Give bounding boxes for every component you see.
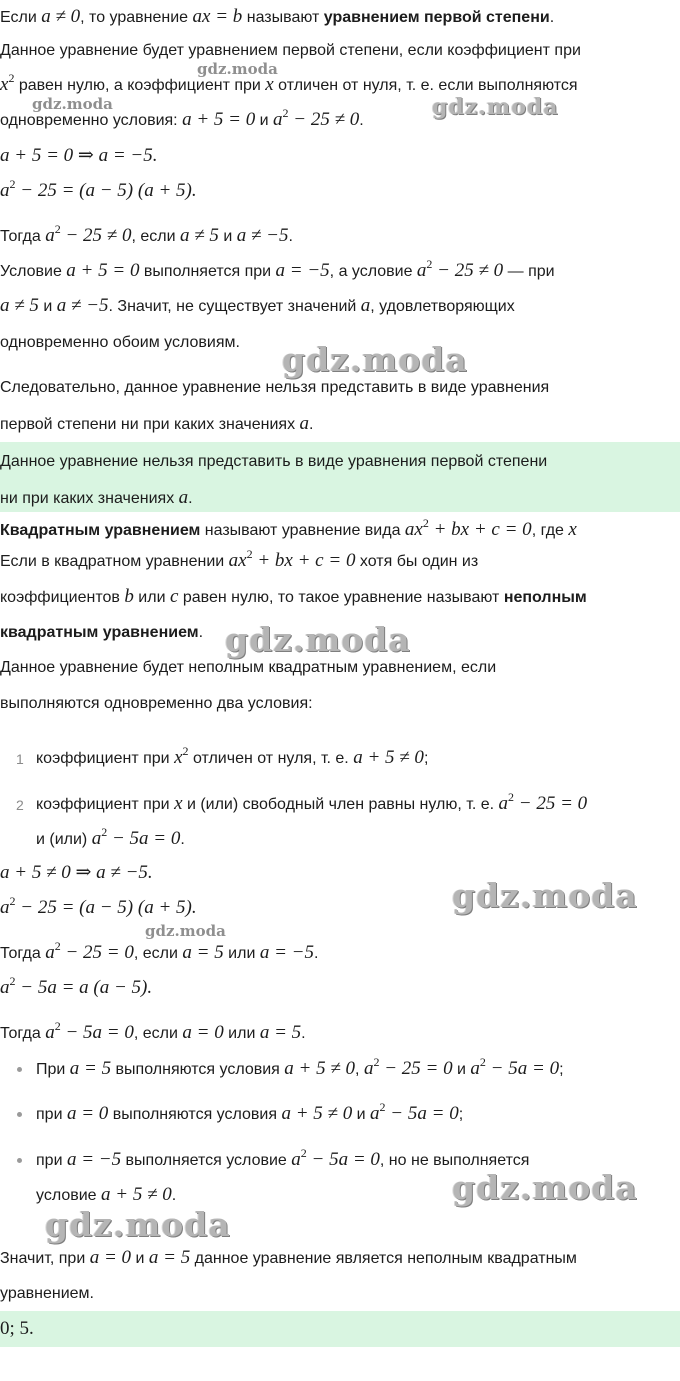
- conclusion-line-1: Следовательно, данное уравнение нельзя представить в виде уравнения: [0, 379, 550, 396]
- intro-line-4: одновременно условия: a + 5 = 0 и $a^2 - 25 \ne 0$.: [0, 106, 364, 130]
- incomplete-def-line-2: коэффициентов b или c равен нулю, то такое уравнение называют неполным: [0, 586, 587, 607]
- answer-1-line-1: Данное уравнение нельзя представить в виде уравнения первой степени: [0, 453, 548, 470]
- list-item-2-line-2: и (или) $a^2 - 5a = 0$.: [36, 825, 185, 849]
- term-incomplete: неполным: [503, 589, 587, 606]
- bullet-item-2: при a = 0 выполняются условия a + 5 ≠ 0 и $a^2 - 5a = 0$;: [36, 1100, 464, 1124]
- condition-line-3: одновременно обоим условиям.: [0, 334, 240, 351]
- bullet-item-1: При a = 5 выполняются условия a + 5 ≠ 0, $a^2 - 25 = 0$ и $a^2 - 5a = 0$;: [36, 1055, 564, 1079]
- condition-line-2: a ≠ 5 и a ≠ −5. Значит, не существует значений a, удовлетворяющих: [0, 295, 515, 316]
- watermark-3: gdz.moda: [432, 94, 559, 120]
- answer-1-line-2: ни при каких значениях a.: [0, 487, 193, 508]
- watermark-8: gdz.moda: [452, 1168, 638, 1207]
- final-line-2: уравнением.: [0, 1285, 94, 1302]
- bullet-item-3-line-2: условие a + 5 ≠ 0.: [36, 1184, 177, 1205]
- condition-line-1: Условие a + 5 = 0 выполняется при a = −5, а условие $a^2 - 25 \ne 0$ — при: [0, 257, 555, 281]
- equation-5: $a^2 - 5a = a$ (a − 5).: [0, 974, 153, 998]
- list-item-1: коэффициент при $x^2$ отличен от нуля, т. е. a + 5 ≠ 0;: [36, 744, 429, 768]
- equation-4: $a^2 - 25 = (a - 5) (a + 5)$.: [0, 894, 197, 918]
- then-line-3: Тогда $a^2 - 5a = 0$, если a = 0 или a = 5.: [0, 1019, 306, 1043]
- answer-box-2: [0, 1311, 680, 1347]
- watermark-6: gdz.moda: [452, 876, 638, 915]
- incomplete-def-line-1: Если в квадратном уравнении $ax^2$ + bx + c = 0 хотя бы один из: [0, 547, 479, 571]
- term-quadratic: Квадратным уравнением: [0, 522, 201, 539]
- bullet-dot-1: [17, 1067, 22, 1072]
- watermark-7: gdz.moda: [145, 922, 226, 940]
- watermark-2: gdz.moda: [32, 95, 113, 113]
- intro-line-3: $x^2$ равен нулю, а коэффициент при x отличен от нуля, т. е. если выполняются: [0, 71, 578, 95]
- conclusion-line-2: первой степени ни при каких значениях a.: [0, 413, 314, 434]
- list-number-2: 2: [16, 797, 24, 813]
- bullet-dot-3: [17, 1158, 22, 1163]
- incomplete-def-line-3: квадратным уравнением.: [0, 624, 204, 641]
- watermark-1: gdz.moda: [197, 60, 278, 78]
- term-incomplete-quadratic: квадратным уравнением: [0, 624, 199, 641]
- then-line-2: Тогда $a^2 - 25 = 0$, если a = 5 или a = −5.: [0, 939, 319, 963]
- bullet-dot-2: [17, 1112, 22, 1117]
- final-line-1: Значит, при a = 0 и a = 5 данное уравнение является неполным квадратным: [0, 1247, 577, 1268]
- bullet-item-3-line-1: при a = −5 выполняется условие $a^2 - 5a = 0$, но не выполняется: [36, 1146, 530, 1170]
- list-number-1: 1: [16, 751, 24, 767]
- term-first-degree: уравнением первой степени: [323, 9, 550, 26]
- definition-quadratic: Квадратным уравнением называют уравнение вида $ax^2$ + bx + c = 0, где x: [0, 516, 577, 540]
- equation-1: a + 5 = 0 ⇒ a = −5.: [0, 145, 158, 166]
- incomplete-cond-line-1: Данное уравнение будет неполным квадратным уравнением, если: [0, 659, 497, 676]
- watermark-5: gdz.moda: [225, 620, 411, 659]
- then-line-1: Тогда $a^2 - 25 \ne 0$, если a ≠ 5 и a ≠ −5.: [0, 222, 293, 246]
- equation-3: a + 5 ≠ 0 ⇒ a ≠ −5.: [0, 862, 153, 883]
- incomplete-cond-line-2: выполняются одновременно два условия:: [0, 695, 313, 712]
- answer-2: 0; 5.: [0, 1318, 34, 1339]
- intro-line-2: Данное уравнение будет уравнением первой степени, если коэффициент при: [0, 42, 581, 59]
- watermark-4: gdz.moda: [282, 340, 468, 379]
- watermark-9: gdz.moda: [45, 1205, 231, 1244]
- equation-2: $a^2 - 25 = (a - 5) (a + 5)$.: [0, 177, 197, 201]
- intro-line-1: Если a ≠ 0, то уравнение ax = b называют уравнением первой степени.: [0, 6, 555, 27]
- list-item-2-line-1: коэффициент при x и (или) свободный член равны нулю, т. е. $a^2 - 25 = 0$: [36, 790, 588, 814]
